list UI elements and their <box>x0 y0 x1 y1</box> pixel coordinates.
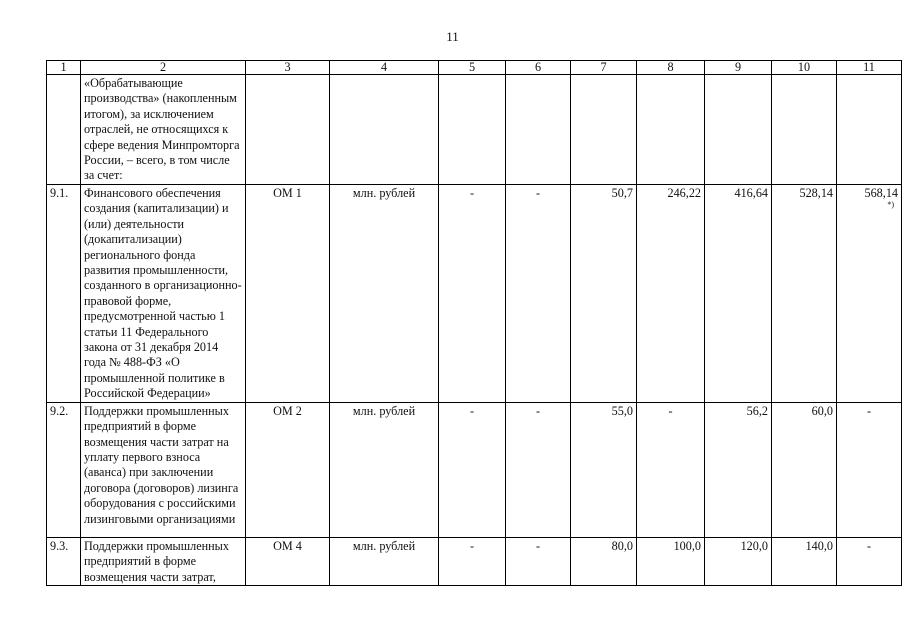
unit-cell: млн. рублей <box>330 185 439 403</box>
value-cell: 246,22 <box>637 185 705 403</box>
value-cell: 55,0 <box>571 402 637 537</box>
value-cell <box>506 75 571 185</box>
column-header: 3 <box>246 61 330 75</box>
column-header: 6 <box>506 61 571 75</box>
column-header: 5 <box>439 61 506 75</box>
table-header-row <box>47 61 902 75</box>
value-cell <box>837 185 902 403</box>
column-header: 1 <box>47 61 81 75</box>
indicators-table <box>46 60 902 586</box>
column-header: 2 <box>81 61 246 75</box>
column-header: 10 <box>772 61 837 75</box>
column-header: 11 <box>837 61 902 75</box>
value-cell: 60,0 <box>772 402 837 537</box>
row-number: 9.2. <box>47 402 81 537</box>
unit-cell <box>330 75 439 185</box>
value-cell: - <box>439 537 506 585</box>
page-number: 11 <box>446 29 459 44</box>
measure-code: ОМ 1 <box>246 185 330 403</box>
value-cell <box>637 75 705 185</box>
measure-code <box>246 75 330 185</box>
value-cell <box>837 402 902 537</box>
table-row <box>47 185 902 403</box>
value-cell <box>837 537 902 585</box>
row-description: Финансового обеспечения создания (капитализации) и (или) деятельности (докапитализации) регионального фонда развития промышленности, созданного в организационно-правовой форме, предусмотренной частью 1 статьи 11 Федерального закона от 31 декабря 2014 года № 488-ФЗ «О промышленной политике в Российской Федерации» <box>81 185 246 403</box>
value-cell <box>772 75 837 185</box>
unit-cell: млн. рублей <box>330 402 439 537</box>
unit-cell: млн. рублей <box>330 537 439 585</box>
value-cell: 528,14 <box>772 185 837 403</box>
value-cell: 100,0 <box>637 537 705 585</box>
table-row <box>47 537 902 585</box>
table-row <box>47 75 902 185</box>
table-row <box>47 402 902 537</box>
value-cell: 140,0 <box>772 537 837 585</box>
value-cell: 50,7 <box>571 185 637 403</box>
value-cell: - <box>506 402 571 537</box>
row-number <box>47 75 81 185</box>
value-cell <box>571 75 637 185</box>
measure-code: ОМ 4 <box>246 537 330 585</box>
row-number: 9.1. <box>47 185 81 403</box>
value-cell: 80,0 <box>571 537 637 585</box>
value-cell <box>705 75 772 185</box>
value-cell: - <box>637 402 705 537</box>
value-cell: 56,2 <box>705 402 772 537</box>
value-cell <box>439 75 506 185</box>
row-description: «Обрабатывающие производства» (накопленным итогом), за исключением отраслей, не относящихся к сфере ведения Минпромторга России, – всего, в том числе за счет: <box>81 75 246 185</box>
value-cell: - <box>439 185 506 403</box>
column-header: 9 <box>705 61 772 75</box>
row-description: Поддержки промышленных предприятий в форме возмещения части затрат на уплату первого взноса (аванса) при заключении договора (договоров) лизинга оборудования с российскими лизинговыми организациями <box>81 402 246 537</box>
value-cell <box>837 75 902 185</box>
footnote-mark: *) <box>887 200 894 210</box>
value-text: - <box>866 538 872 553</box>
row-number: 9.3. <box>47 537 81 585</box>
value-cell: 120,0 <box>705 537 772 585</box>
row-description: Поддержки промышленных предприятий в форме возмещения части затрат, <box>81 537 246 585</box>
value-cell: - <box>506 185 571 403</box>
value-text: 568,14 <box>864 186 898 200</box>
column-header: 7 <box>571 61 637 75</box>
measure-code: ОМ 2 <box>246 402 330 537</box>
value-cell: 416,64 <box>705 185 772 403</box>
column-header: 8 <box>637 61 705 75</box>
value-cell: - <box>506 537 571 585</box>
column-header: 4 <box>330 61 439 75</box>
value-text: - <box>866 403 872 418</box>
value-cell: - <box>439 402 506 537</box>
